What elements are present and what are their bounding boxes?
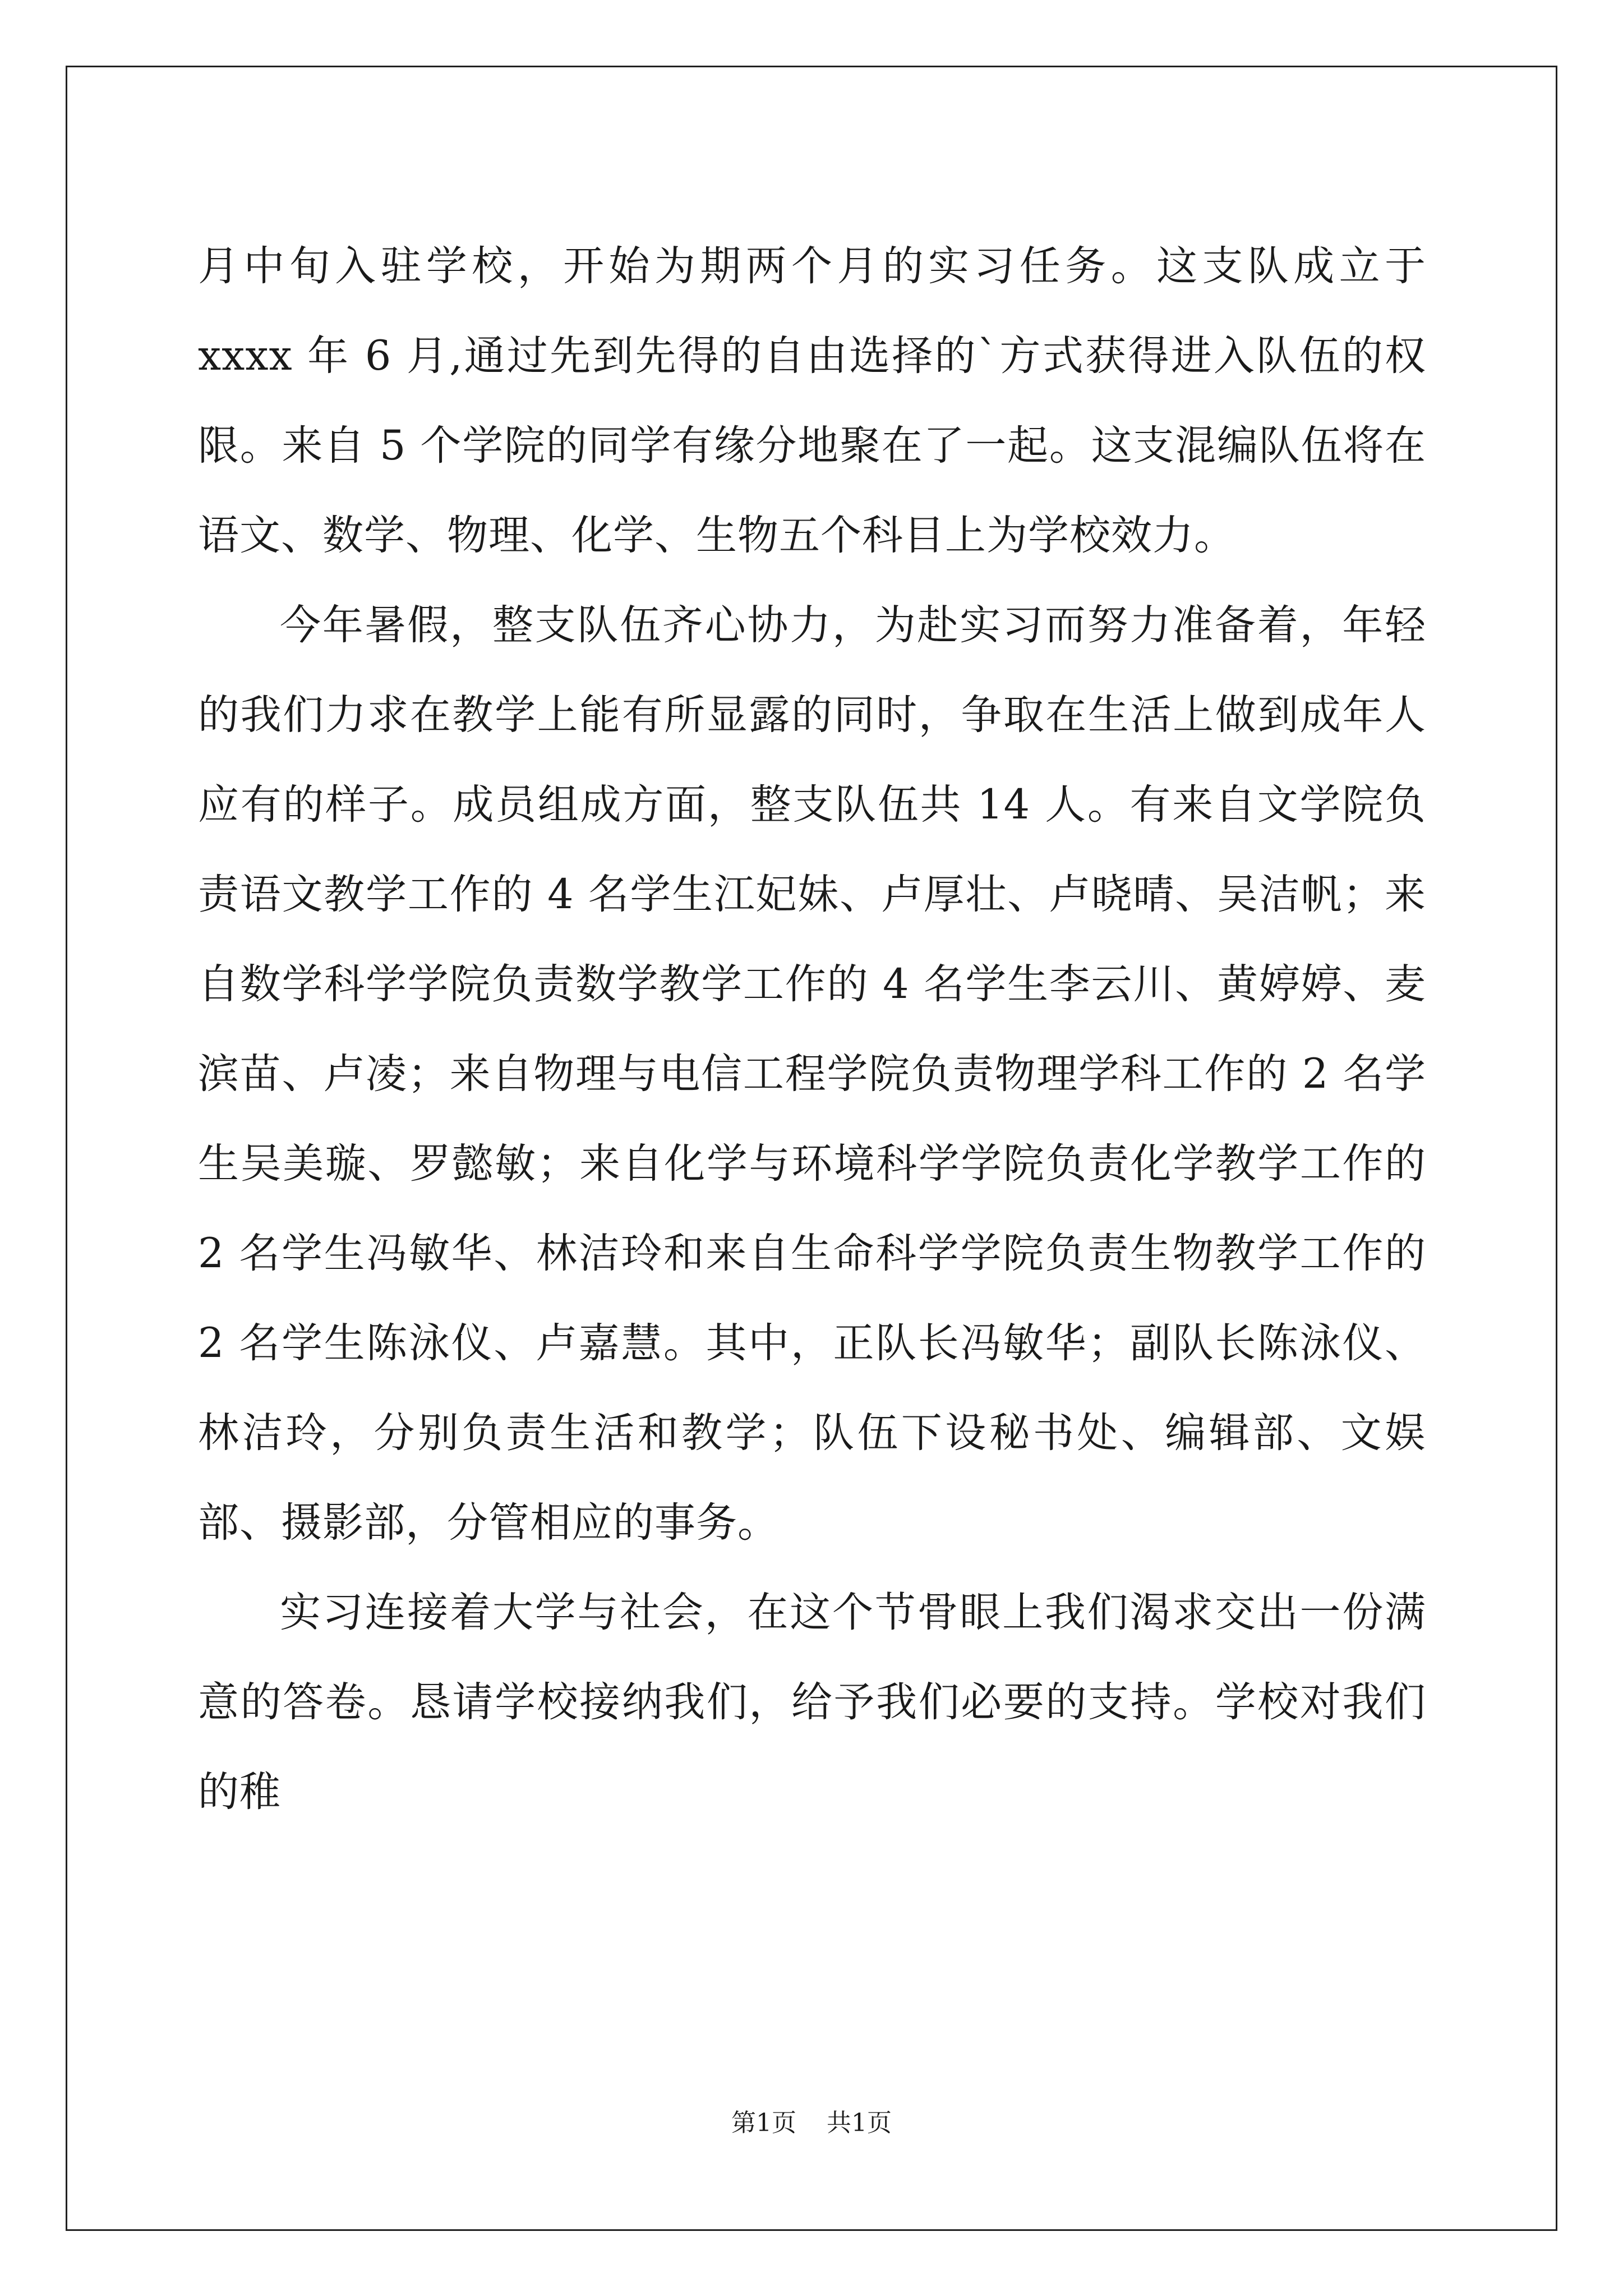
paragraph-3: 实习连接着大学与社会，在这个节骨眼上我们渴求交出一份满意的答卷。恳请学校接纳我们，给予我们必要的支持。学校对我们的稚	[198, 1589, 1426, 1816]
paragraph-2: 今年暑假，整支队伍齐心协力，为赴实习而努力准备着，年轻的我们力求在教学上能有所显露的同时，争取在生活上做到成年人应有的样子。成员组成方面，整支队伍共 14 人。有来自文学院负责语文教学工作的 4 名学生江妃妹、卢厚壮、卢晓晴、吴洁帆；来自数学科学学院负责数学教学工作的 4 名学生李云川、黄婷婷、麦滨苗、卢凌；来自物理与电信工程学院负责物理学科工作的 2 名学生吴美璇、罗懿敏；来自化学与环境科学学院负责化学教学工作的 2 名学生冯敏华、林洁玲和来自生命科学学院负责生物教学工作的 2 名学生陈泳仪、卢嘉慧。其中，正队长冯敏华；副队长陈泳仪、林洁玲，分别负责生活和教学；队伍下设秘书处、编辑部、文娱部、摄影部，分管相应的事务。	[198, 601, 1426, 1547]
document-body	[198, 222, 1426, 1837]
page-number: 第1页	[731, 2109, 796, 2137]
paragraph-1: 月中旬入驻学校，开始为期两个月的实习任务。这支队成立于 xxxx 年 6 月,通过先到先得的自由选择的`方式获得进入队伍的权限。来自 5 个学院的同学有缘分地聚在了一起。这支混编队伍将在语文、数学、物理、化学、生物五个科目上为学校效力。	[198, 242, 1426, 559]
page-footer	[0, 2106, 1623, 2140]
page-total: 共1页	[827, 2109, 892, 2137]
